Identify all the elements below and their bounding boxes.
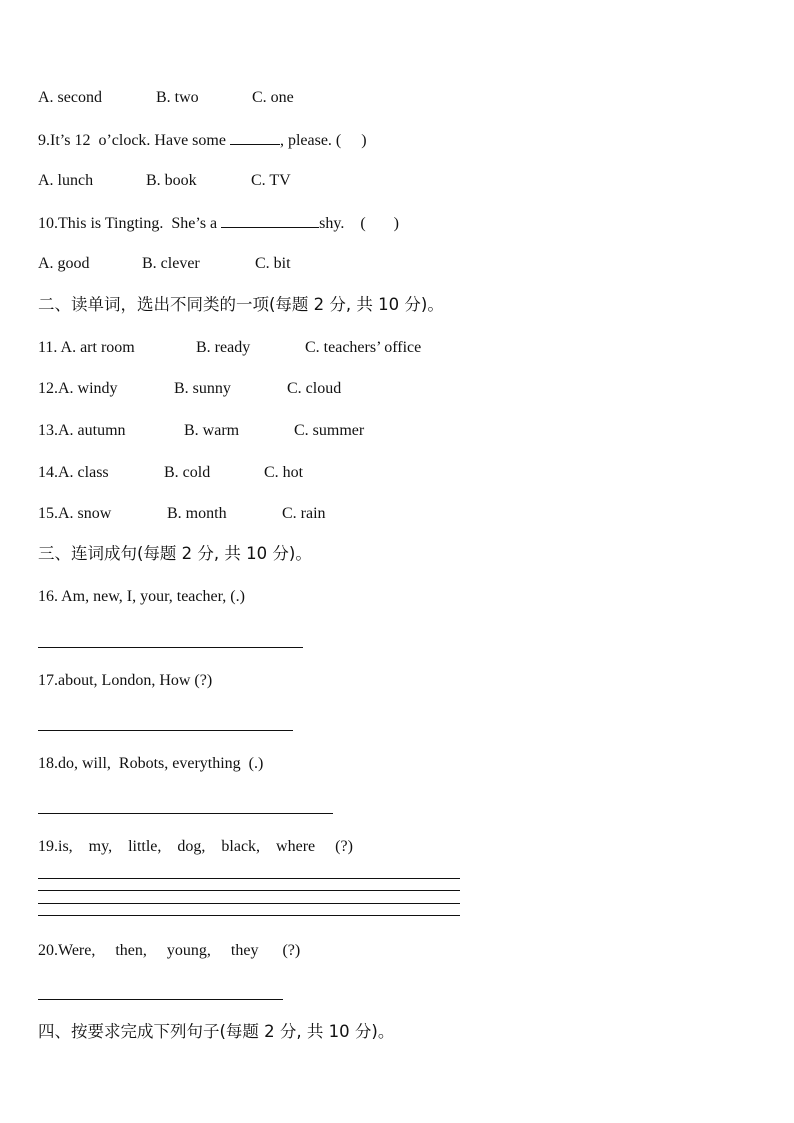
q12-option-c: C. cloud xyxy=(287,380,342,397)
question-10 xyxy=(38,213,399,234)
question-20: 20.Were, then, young, they (?) xyxy=(38,942,301,959)
q10-option-b: B. clever xyxy=(142,255,200,272)
question-10-blank[interactable] xyxy=(221,213,319,228)
question-19: 19.is, my, little, dog, black, where (?) xyxy=(38,838,353,855)
q11-option-b: B. ready xyxy=(196,339,251,356)
q14-option-c: C. hot xyxy=(264,464,304,481)
q9-option-a: A. lunch xyxy=(38,172,94,189)
q13-option-c: C. summer xyxy=(294,422,365,439)
answer-line-19-b[interactable] xyxy=(38,890,460,891)
answer-line-19-a[interactable] xyxy=(38,878,460,879)
q8-option-b: B. two xyxy=(156,89,199,106)
answer-line-17[interactable] xyxy=(38,730,293,731)
q13-option-b: B. warm xyxy=(184,422,240,439)
q12-option-a: 12.A. windy xyxy=(38,380,118,397)
q15-option-c: C. rain xyxy=(282,505,326,522)
q10-option-c: C. bit xyxy=(255,255,291,272)
answer-line-16[interactable] xyxy=(38,647,303,648)
q10-option-a: A. good xyxy=(38,255,90,272)
question-9-text-pre: 9.It’s 12 o’clock. Have some xyxy=(38,132,230,149)
question-9-text-post: , please. ( ) xyxy=(279,132,367,149)
q14-option-b: B. cold xyxy=(164,464,211,481)
question-16: 16. Am, new, I, your, teacher, (.) xyxy=(38,588,245,605)
answer-line-19-d[interactable] xyxy=(38,915,460,916)
q13-option-a: 13.A. autumn xyxy=(38,422,126,439)
question-18: 18.do, will, Robots, everything (.) xyxy=(38,755,264,772)
answer-line-18[interactable] xyxy=(38,813,333,814)
question-17: 17.about, London, How (?) xyxy=(38,672,213,689)
q9-option-b: B. book xyxy=(146,172,197,189)
answer-line-19-c[interactable] xyxy=(38,903,460,904)
q8-option-c: C. one xyxy=(252,89,294,106)
q11-option-c: C. teachers’ office xyxy=(305,339,422,356)
q12-option-b: B. sunny xyxy=(174,380,231,397)
q11-option-a: 11. A. art room xyxy=(38,339,135,356)
section-4-heading: 四、按要求完成下列句子(每题 2 分, 共 10 分)。 xyxy=(38,1022,395,1041)
question-10-text-post: shy. ( ) xyxy=(319,215,399,232)
section-3-heading: 三、连词成句(每题 2 分, 共 10 分)。 xyxy=(38,544,312,563)
q15-option-b: B. month xyxy=(167,505,227,522)
q8-option-a: A. second xyxy=(38,89,102,106)
q15-option-a: 15.A. snow xyxy=(38,505,112,522)
question-9 xyxy=(38,130,367,151)
q14-option-a: 14.A. class xyxy=(38,464,109,481)
q9-option-c: C. TV xyxy=(251,172,291,189)
question-10-text-pre: 10.This is Tingting. She’s a xyxy=(38,215,222,232)
answer-line-20[interactable] xyxy=(38,999,283,1000)
question-9-blank[interactable] xyxy=(230,130,280,145)
section-2-heading: 二、读单词，选出不同类的一项(每题 2 分, 共 10 分)。 xyxy=(38,295,444,314)
